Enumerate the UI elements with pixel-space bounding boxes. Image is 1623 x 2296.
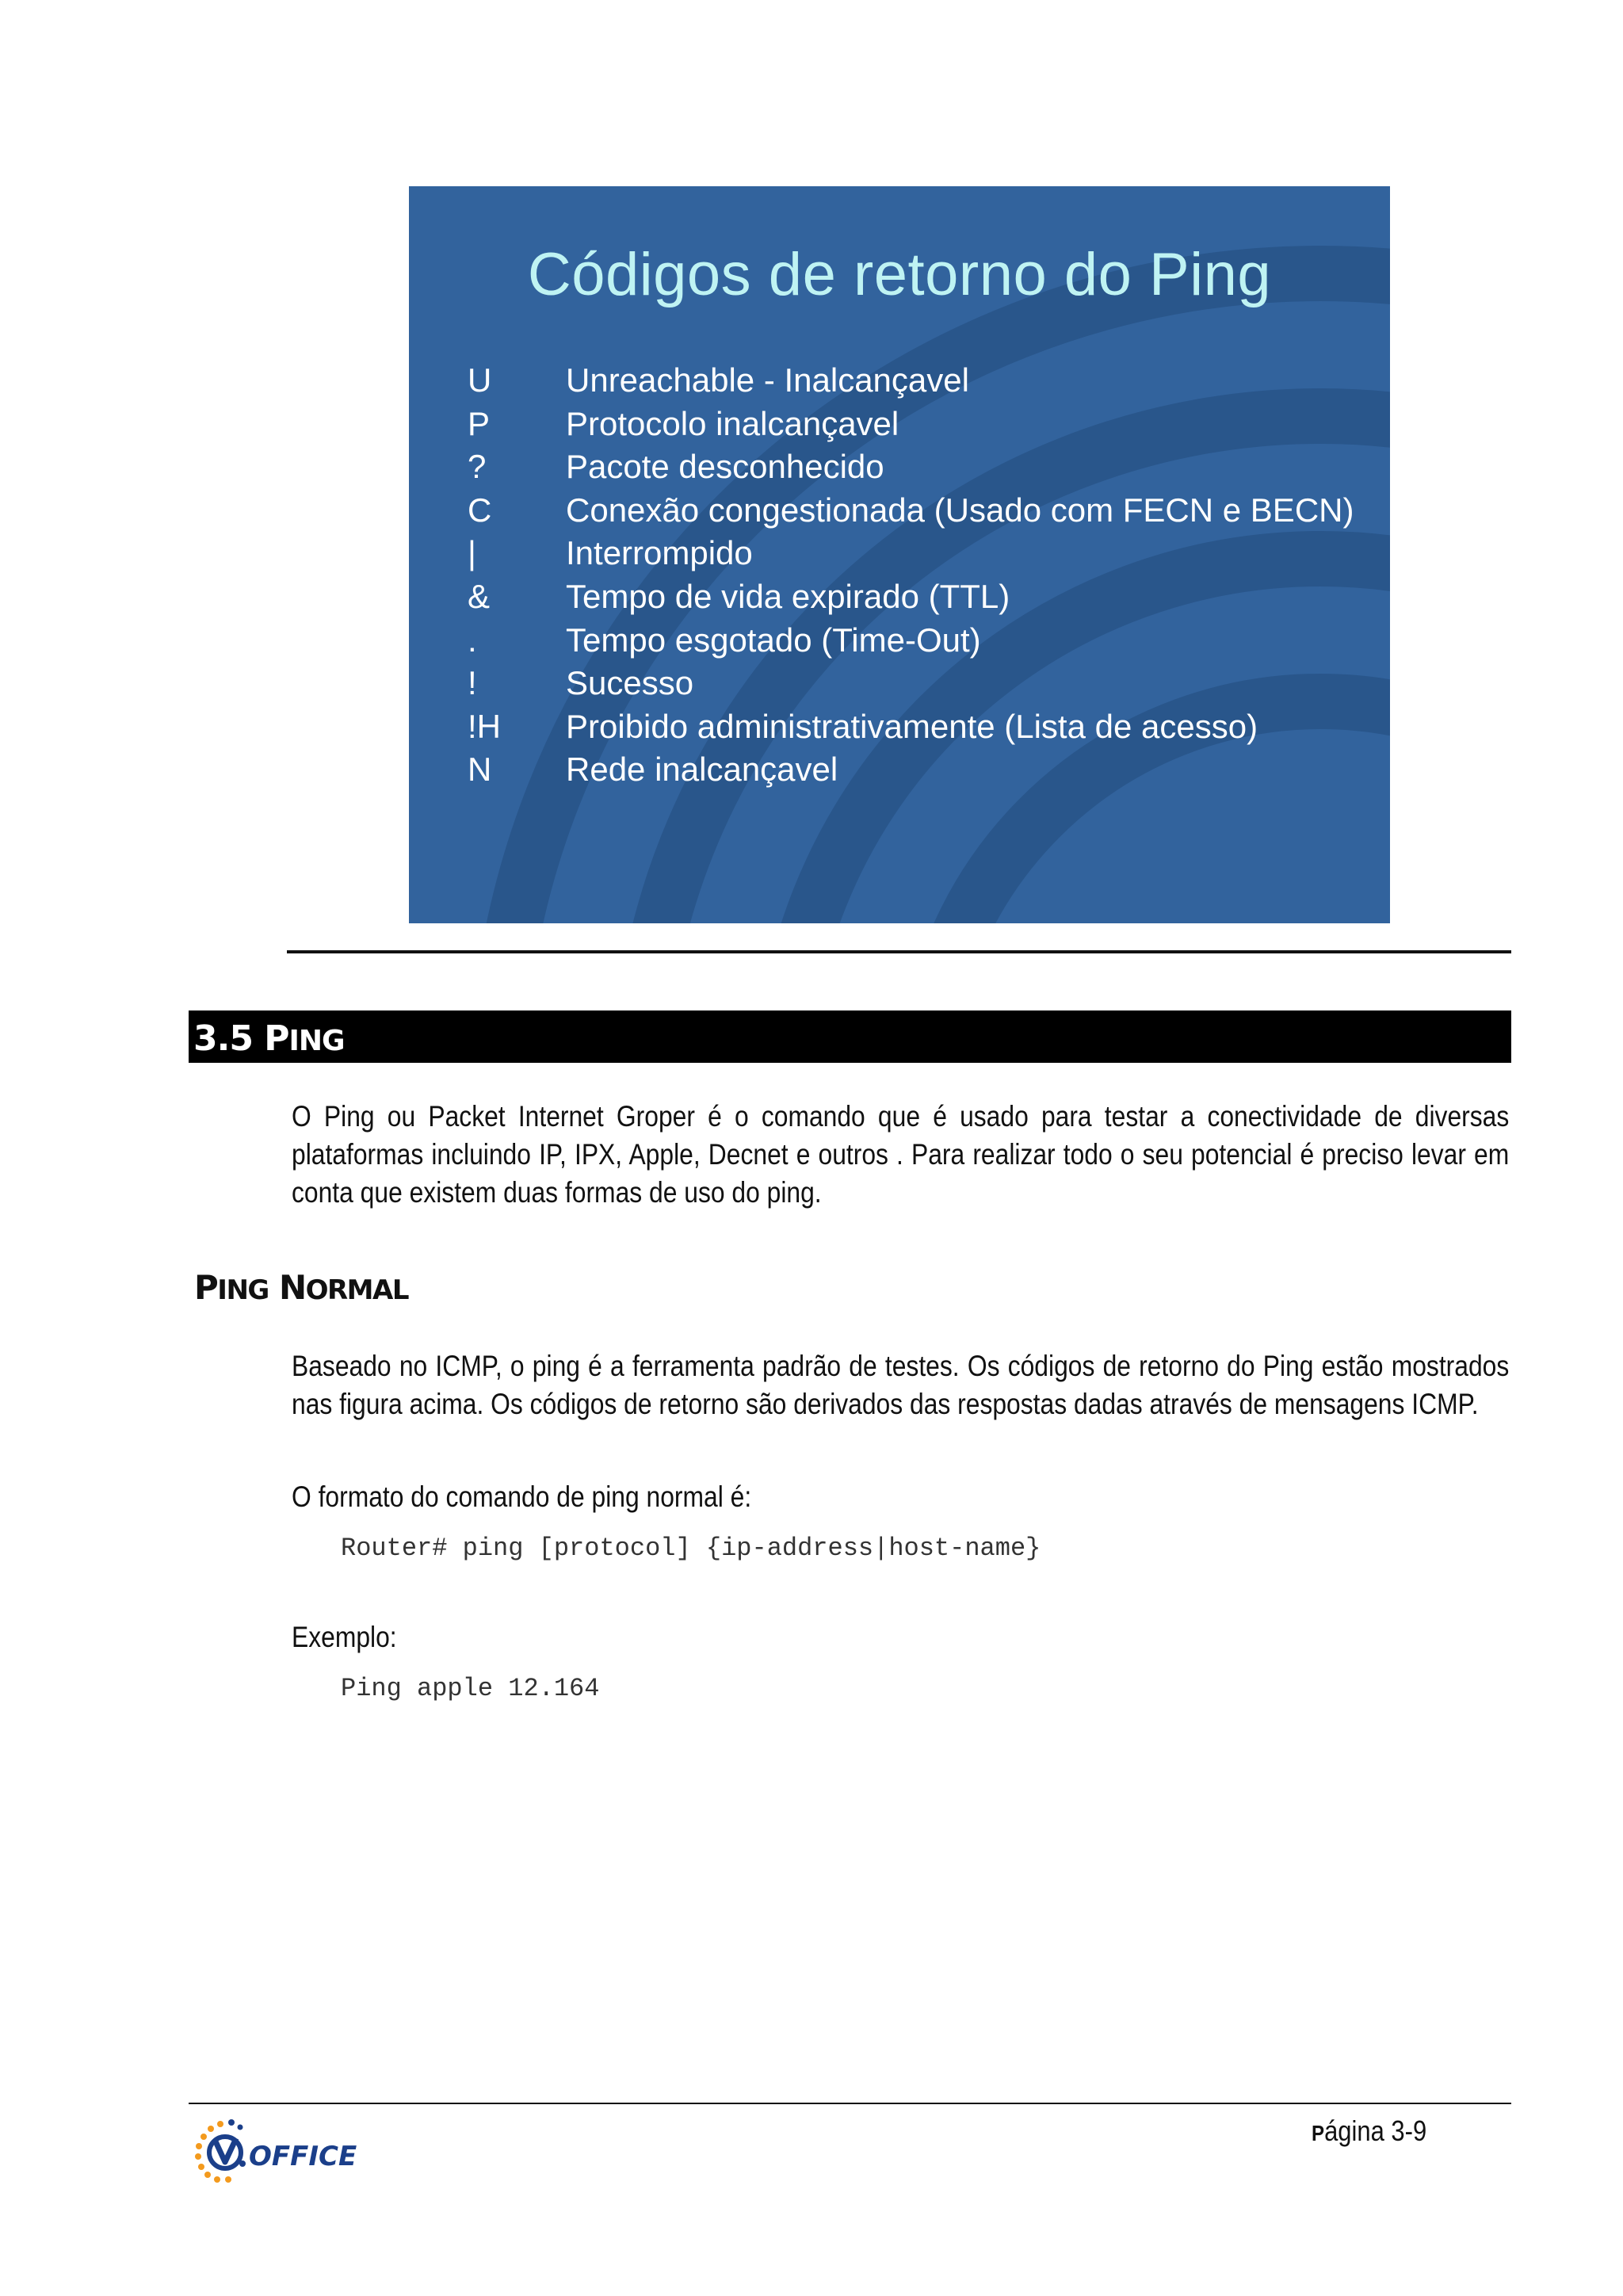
section-heading-bar: [189, 1010, 1511, 1063]
code-row: [468, 403, 1354, 446]
code-key: &: [468, 577, 491, 615]
company-logo: [190, 2115, 357, 2184]
code-row: [468, 662, 1354, 705]
section-number: 3.5: [193, 1018, 253, 1059]
code-description: Unreachable - Inalcançavel: [566, 361, 969, 399]
section-title-rest: ING: [288, 1025, 345, 1057]
example-command: Ping apple 12.164: [341, 1674, 600, 1703]
code-key: !H: [468, 707, 501, 745]
normal-ping-text: Baseado no ICMP, o ping é a ferramenta padrão de testes. Os códigos de retorno do Ping estão mostrados nas figura acima. Os códigos de retorno são derivados das respostas dadas através de mensagens ICMP.: [292, 1350, 1510, 1420]
intro-text: O Ping ou Packet Internet Groper é o comando que é usado para testar a conectividade de diversas plataformas incluindo IP, IPX, Apple, Decnet e outros . Para realizar todo o seu potencial é preciso levar em conta que existem duas formas de uso do ping.: [292, 1100, 1510, 1209]
code-key: P: [468, 404, 491, 442]
separator-rule: [287, 950, 1511, 953]
subheading-initial-2: N: [278, 1268, 306, 1307]
code-key: ?: [468, 448, 487, 486]
code-key: U: [468, 361, 492, 399]
page-prefix: P: [1312, 2121, 1325, 2145]
footer-rule: [189, 2103, 1511, 2104]
code-description: Tempo de vida expirado (TTL): [566, 577, 1010, 615]
page-rest: ágina 3-9: [1324, 2115, 1427, 2147]
code-key: !: [468, 664, 477, 702]
svg-text:OFFICE: OFFICE: [249, 2141, 357, 2172]
code-description: Tempo esgotado (Time-Out): [566, 621, 981, 659]
code-description: Interrompido: [566, 534, 753, 572]
format-label: O formato do comando de ping normal é:: [292, 1480, 752, 1513]
section-title-initial: P: [264, 1018, 289, 1059]
code-description: Sucesso: [566, 664, 694, 702]
code-row: [468, 705, 1354, 749]
code-key: N: [468, 751, 492, 789]
code-description: Proibido administrativamente (Lista de acesso): [566, 707, 1258, 745]
code-description: Pacote desconhecido: [566, 448, 884, 486]
intro-paragraph: [292, 1098, 1509, 1212]
subsection-heading: [194, 1268, 408, 1307]
subheading-initial: P: [194, 1268, 218, 1307]
code-row: [468, 619, 1354, 663]
subheading-rest: ING: [217, 1274, 269, 1306]
code-key: C: [468, 491, 492, 529]
page-number: [1312, 2115, 1426, 2148]
code-row: [468, 445, 1354, 489]
code-row: [468, 359, 1354, 403]
section-title: [193, 1018, 345, 1059]
code-row: [468, 489, 1354, 533]
command-syntax: Router# ping [protocol] {ip-address|host-name}: [341, 1534, 1041, 1563]
example-label: Exemplo:: [292, 1621, 397, 1653]
code-description: Protocolo inalcançavel: [566, 404, 899, 442]
code-description: Conexão congestionada (Usado com FECN e BECN): [566, 491, 1354, 529]
code-key: .: [468, 621, 477, 659]
slide-title: Códigos de retorno do Ping: [527, 241, 1272, 308]
code-description: Rede inalcançavel: [566, 751, 838, 789]
code-row: [468, 748, 1354, 792]
code-row: [468, 575, 1354, 619]
code-key: |: [468, 534, 476, 572]
subheading-rest-2: ORMAL: [305, 1274, 408, 1306]
slide-figure: [409, 186, 1390, 923]
return-code-list: [468, 359, 1354, 792]
normal-ping-paragraph: [292, 1347, 1509, 1423]
code-row: [468, 532, 1354, 575]
